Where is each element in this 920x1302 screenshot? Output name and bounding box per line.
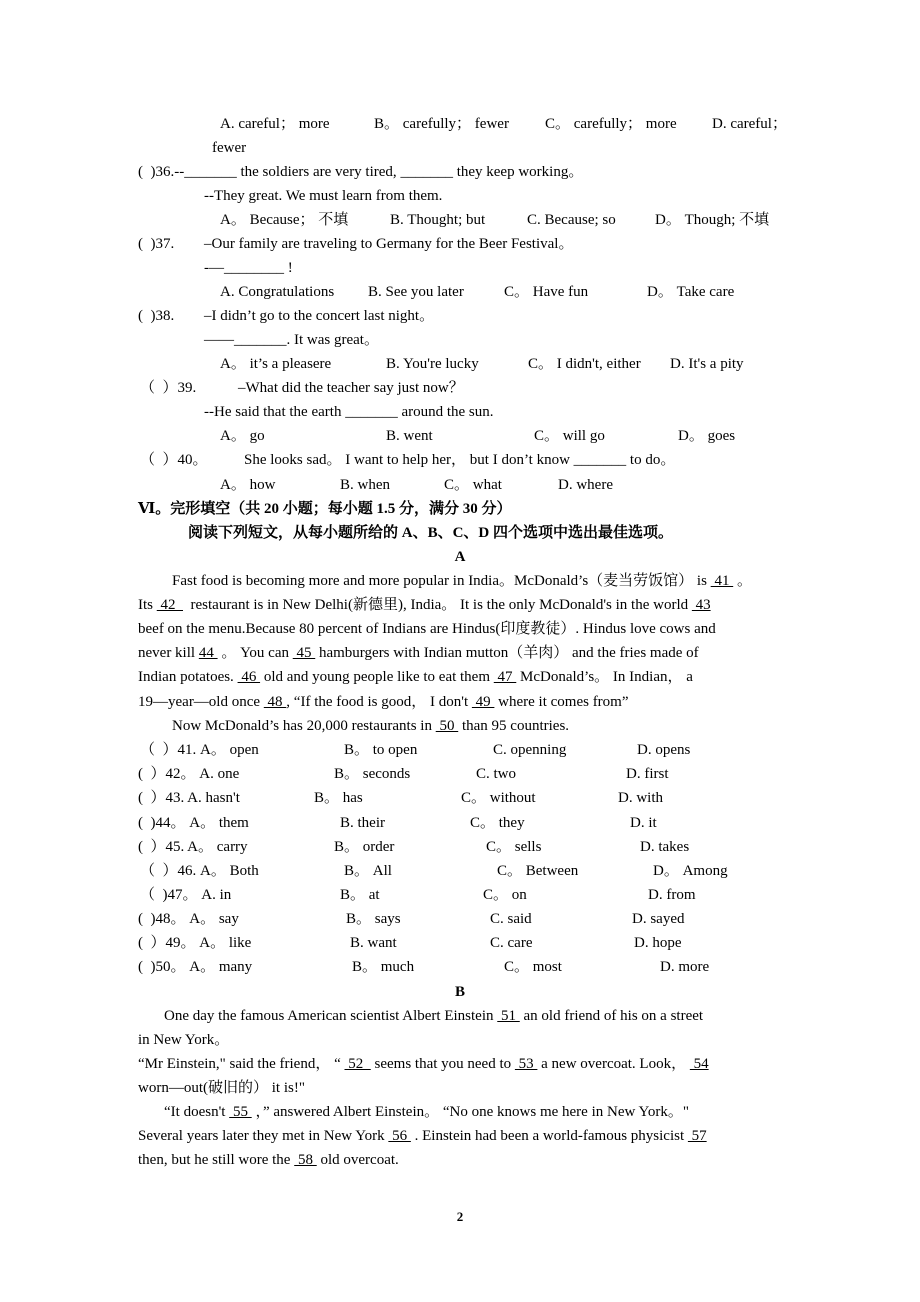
passage-a-line-5 [0, 667, 693, 687]
q39-option-a: A。 go [220, 428, 265, 444]
blank-51: 51 [497, 1008, 520, 1024]
passage-a-l4b: 。 You can [217, 645, 293, 661]
q39-option-c: C。 will go [534, 428, 605, 444]
q37-options [0, 282, 735, 302]
passage-b-l6a: Several years later they met in New York [138, 1128, 389, 1144]
passage-b-text [164, 1006, 703, 1026]
blank-52: 52 [344, 1056, 371, 1072]
q36-stem [0, 162, 584, 182]
q39-reply [0, 402, 494, 422]
blank-45: 45 [292, 645, 316, 661]
passage-b-line-3 [0, 1054, 709, 1074]
blank-57: 57 [687, 1128, 707, 1144]
passage-b-l3b: seems that you need to [370, 1056, 515, 1072]
q38-stem [0, 306, 435, 326]
passage-a-l2b: restaurant is in New Delhi(新德里), India。 It is the only McDonald's in the world [183, 597, 692, 613]
q40-option-d: D. where [558, 477, 613, 493]
q37-text: –Our family are traveling to Germany for the Beer Festival。 [204, 236, 574, 252]
blank-53: 53 [514, 1056, 538, 1072]
q39-reply-text: --He said that the earth _______ around the sun. [204, 404, 494, 420]
question-option-c: C。 Between [497, 863, 579, 879]
passage-a-line-3 [0, 619, 716, 639]
q36-option-d: D。 Though; 不填 [655, 212, 770, 228]
question-number-option-a: ( )48。 A。 say [138, 911, 239, 927]
q35-option-a: A. careful； more [220, 116, 330, 132]
passage-b-l7b: old overcoat. [316, 1152, 399, 1168]
passage-b-l7a: then, but he still wore the [138, 1152, 295, 1168]
blank-54: 54 [689, 1056, 709, 1072]
question-number-option-a: ( ）49。 A。 like [138, 935, 252, 951]
q40-option-a: A。 how [220, 477, 276, 493]
question-option-c: C。 sells [486, 839, 542, 855]
passage-a-text [138, 667, 693, 687]
q37-stem [0, 234, 574, 254]
passage-b-line-6 [0, 1126, 707, 1146]
q39-stem [0, 378, 464, 398]
passage-b-l5a: “It doesn't [164, 1104, 230, 1120]
q36-stem-text [138, 162, 583, 182]
passage-b-text [138, 1126, 707, 1146]
q38-options [0, 354, 744, 374]
passage-a-text [172, 571, 752, 591]
q36-options [0, 210, 770, 230]
passage-b-line-1 [0, 1006, 704, 1026]
q37-option-c: C。 Have fun [504, 284, 589, 300]
passage-a-line-6 [0, 692, 629, 712]
passage-a-text [172, 716, 569, 736]
passage-b-line-7 [0, 1150, 399, 1170]
q36-option-b: B. Thought; but [390, 212, 486, 228]
passage-b-l3a: “Mr Einstein," said the friend， “ [138, 1056, 345, 1072]
q39-option-b: B. went [386, 428, 433, 444]
question-option-d: D. from [648, 887, 696, 903]
question-option-d: D. first [626, 766, 669, 782]
section-6-instruction-line [0, 523, 674, 543]
q35-options [0, 114, 787, 134]
blank-48: 48 [263, 694, 287, 710]
blank-47: 47 [493, 669, 517, 685]
question-option-b: B。 has [314, 790, 363, 806]
q36-end: they keep working。 [452, 164, 584, 180]
question-number-option-a: （ )47。 A. in [140, 887, 232, 903]
passage-a-l2a: Its [138, 597, 157, 613]
passage-a-l4c: hamburgers with Indian mutton（羊肉） and the fries made of [315, 645, 699, 661]
question-option-b: B. want [350, 935, 397, 951]
q35-option-d: D. careful； [712, 116, 787, 132]
q37-option-a: A. Congratulations [220, 284, 335, 300]
question-option-c: C。 they [470, 815, 525, 831]
q36-reply [0, 186, 443, 206]
q40-option-b: B. when [340, 477, 390, 493]
blank-43: 43 [691, 597, 711, 613]
question-option-d: D. sayed [632, 911, 685, 927]
passage-b-line-4 [0, 1078, 305, 1098]
page-number: 2 [456, 1209, 464, 1224]
question-option-c: C. care [490, 935, 533, 951]
q35-options-cont [0, 138, 247, 158]
blank-58: 58 [294, 1152, 317, 1168]
passage-a-text [138, 595, 711, 615]
question-number-option-a: ( ）45. A。 carry [138, 839, 248, 855]
q39-text: –What did the teacher say just now？ [238, 380, 464, 396]
question-option-c: C。 most [504, 959, 562, 975]
passage-a-l5b: old and young people like to eat them [260, 669, 494, 685]
q36-option-c: C. Because; so [527, 212, 616, 228]
passage-b-label: B [454, 984, 465, 1000]
blank-56: 56 [388, 1128, 411, 1144]
question-option-b: B。 to open [344, 742, 418, 758]
question-option-d: D. more [660, 959, 710, 975]
question-option-d: D. hope [634, 935, 682, 951]
q37-option-b: B. See you later [368, 284, 464, 300]
question-option-d: D. with [618, 790, 663, 806]
question-option-c: C. said [490, 911, 532, 927]
passage-a-l5c: McDonald’s。 In Indian， a [516, 669, 693, 685]
passage-a-l7b: than 95 countries. [458, 718, 570, 734]
q38-reply [0, 330, 379, 350]
q35-option-d-cont: fewer [212, 140, 247, 156]
q38-text: –I didn’t go to the concert last night。 [204, 308, 435, 324]
blank-41: 41 [710, 573, 734, 589]
question-option-b: B。 at [340, 887, 380, 903]
blank-49: 49 [471, 694, 495, 710]
question-option-b: B。 much [352, 959, 415, 975]
passage-a-line-1 [0, 571, 752, 591]
passage-b-line-2 [0, 1030, 230, 1050]
q36-mid: the soldiers are very tired, [236, 164, 401, 180]
question-number-option-a: （ ）46. A。 Both [140, 863, 259, 879]
q39-options [0, 426, 736, 446]
question-number-option-a: ( ）43. A. hasn't [138, 790, 240, 806]
passage-b-l1a: One day the famous American scientist Albert Einstein [164, 1008, 498, 1024]
q37-option-d: D。 Take care [647, 284, 735, 300]
q39-option-d: D。 goes [678, 428, 736, 444]
passage-a-text [138, 692, 629, 712]
q37-number: ( )37. [138, 236, 175, 252]
passage-b-text [138, 1150, 399, 1170]
blank-42: 42 [156, 597, 183, 613]
question-option-b: B. their [340, 815, 385, 831]
passage-a-l7a: Now McDonald’s has 20,000 restaurants in [172, 718, 436, 734]
question-option-c: C. openning [493, 742, 567, 758]
q36-option-a: A。 Because； 不填 [220, 212, 349, 228]
q36-blank-2: _______ [400, 164, 453, 180]
q37-reply [0, 258, 293, 278]
question-number-option-a: ( ）42。 A. one [138, 766, 240, 782]
blank-50: 50 [435, 718, 459, 734]
passage-b-l1b: an old friend of his on a street [519, 1008, 704, 1024]
q40-text: She looks sad。 I want to help her， but I don’t know _______ to do。 [244, 452, 676, 468]
q38-number: ( )38. [138, 308, 175, 324]
question-option-d: D. opens [637, 742, 691, 758]
q36-blank-1: _______ [184, 164, 237, 180]
passage-a-l6a: 19—year—old once [138, 694, 264, 710]
question-number-option-a: ( )44。 A。 them [138, 815, 249, 831]
passage-a-l4a: never kill [138, 645, 199, 661]
passage-b-l4: worn—out(破旧的） it is!" [138, 1080, 305, 1096]
question-option-c: C。 without [461, 790, 536, 806]
passage-a-l1b: 。 [733, 573, 752, 589]
q38-option-c: C。 I didn't, either [528, 356, 641, 372]
question-option-b: B。 All [344, 863, 392, 879]
passage-a-l3: beef on the menu.Because 80 percent of Indians are Hindus(印度教徒）. Hindus love cows and [138, 621, 716, 637]
passage-b-l2: in New York。 [138, 1032, 230, 1048]
blank-55: 55 [229, 1104, 252, 1120]
q40-stem [0, 450, 676, 470]
question-number-option-a: （ ）41. A。 open [140, 742, 259, 758]
question-option-c: C. two [476, 766, 517, 782]
question-option-d: D. takes [640, 839, 690, 855]
q37-reply-text: -—________ ! [204, 260, 293, 276]
q36-number: ( )36.-- [138, 164, 185, 180]
question-option-c: C。 on [483, 887, 527, 903]
passage-a-line-2 [0, 595, 711, 615]
q35-option-b: B。 carefully； fewer [374, 116, 509, 132]
q38-reply-text: ——_______. It was great。 [204, 332, 379, 348]
blank-46: 46 [237, 669, 261, 685]
passage-b-l6b: . Einstein had been a world-famous physicist [410, 1128, 688, 1144]
passage-a-line-7 [0, 716, 570, 736]
q35-option-c: C。 carefully； more [545, 116, 677, 132]
question-number-option-a: ( )50。 A。 many [138, 959, 253, 975]
q38-option-d: D. It's a pity [670, 356, 744, 372]
passage-a-l1a: Fast food is becoming more and more popular in India。McDonald’s（麦当劳饭馆） is [172, 573, 711, 589]
question-option-b: B。 says [346, 911, 401, 927]
passage-a-label: A [454, 549, 466, 565]
q40-options [0, 475, 613, 495]
q40-number: （ ）40。 [140, 452, 208, 468]
section-6-heading [0, 499, 512, 519]
passage-a-line-4 [0, 643, 699, 663]
section-6-instruction: 阅读下列短文，从每小题所给的 A、B、C、D 四个选项中选出最佳选项。 [188, 525, 674, 541]
passage-b-line-5 [0, 1102, 689, 1122]
q40-option-c: C。 what [444, 477, 502, 493]
q38-option-a: A。 it’s a pleasere [220, 356, 332, 372]
question-option-d: D. it [630, 815, 657, 831]
q36-reply-text: --They great. We must learn from them. [204, 188, 443, 204]
passage-a-l6c: where it comes from” [494, 694, 629, 710]
passage-b-text [164, 1102, 689, 1122]
question-option-b: B。 order [334, 839, 395, 855]
question-option-d: D。 Among [653, 863, 728, 879]
q39-number: （ ）39. [140, 380, 197, 396]
passage-a-text [138, 643, 699, 663]
passage-b-text [138, 1054, 709, 1074]
passage-b-l3c: a new overcoat. Look， [537, 1056, 690, 1072]
q38-option-b: B. You're lucky [386, 356, 479, 372]
blank-44: 44 [198, 645, 218, 661]
question-option-b: B。 seconds [334, 766, 411, 782]
passage-b-l5b: ，” answered Albert Einstein。 “No one knows me here in New York。" [251, 1104, 689, 1120]
passage-a-l6b: , “If the food is good， I don't [286, 694, 472, 710]
passage-a-l5a: Indian potatoes. [138, 669, 238, 685]
section-6-title: Ⅵ。完形填空（共 20 小题；每小题 1.5 分，满分 30 分） [138, 501, 512, 517]
